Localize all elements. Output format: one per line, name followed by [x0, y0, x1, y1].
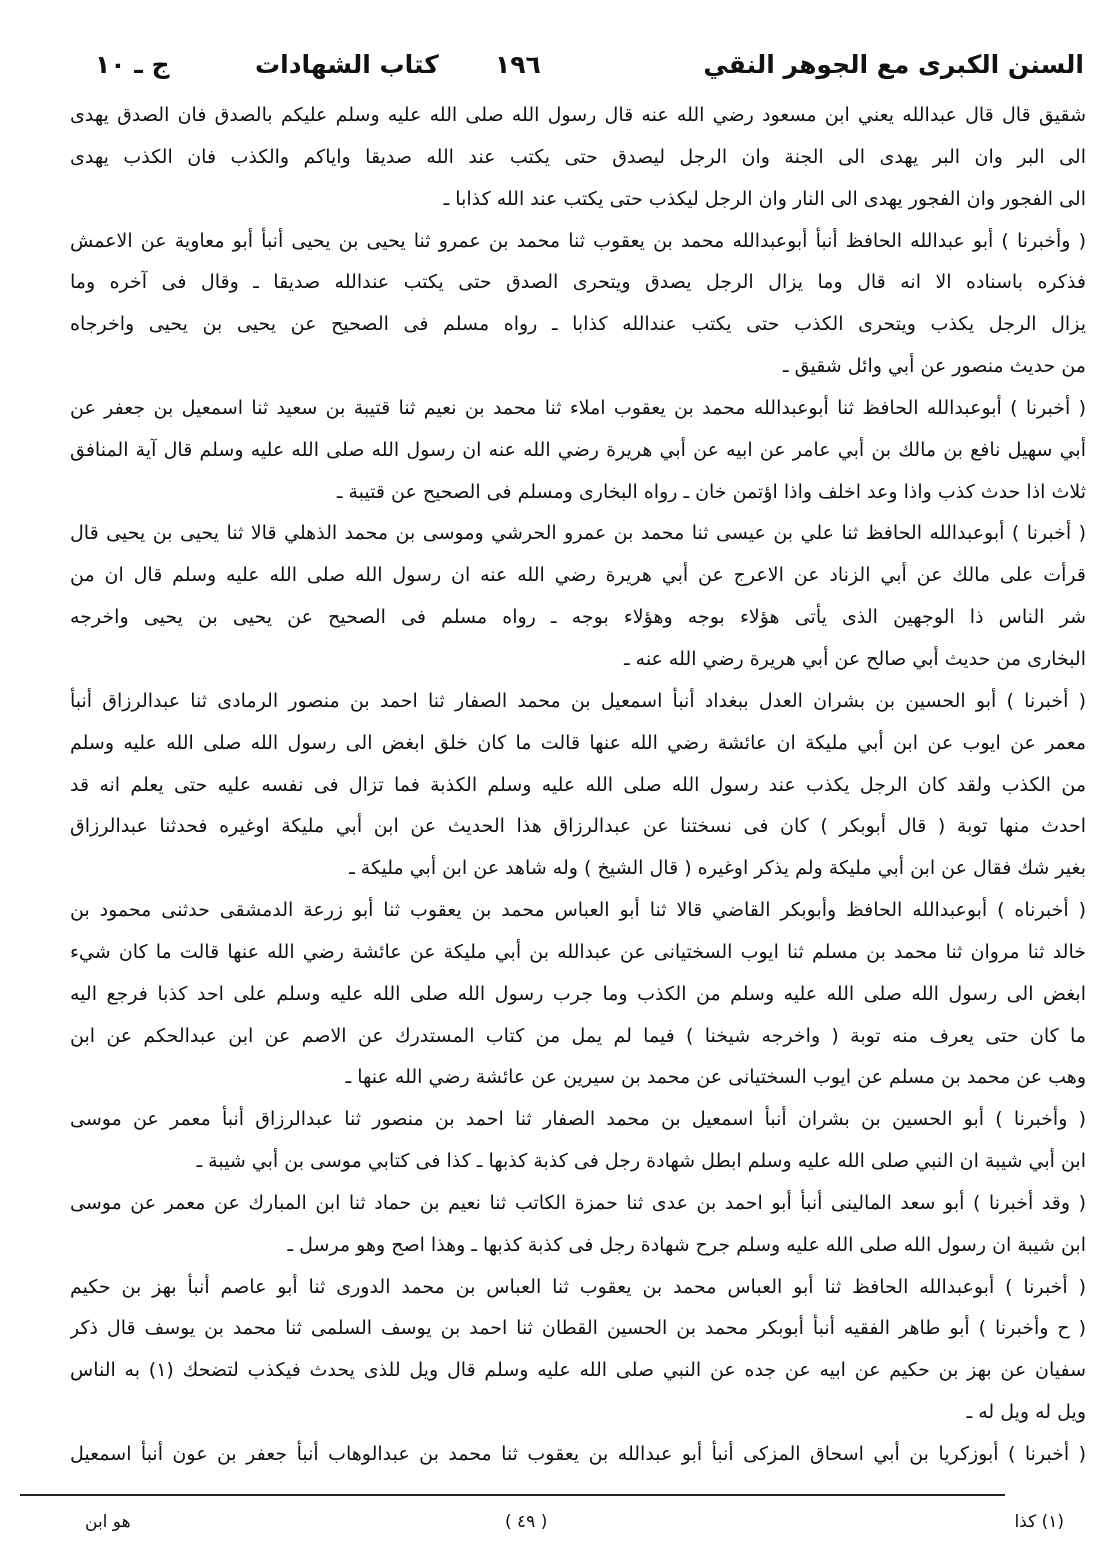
text-line: من الكذب ولقد كان الرجل يكذب عند رسول الله صلى الله عليه وسلم الكذبة فما تزال فى نفسه عليه حتى يعلم انه قد — [70, 773, 1086, 796]
text-line: ويل له ويل له ـ — [966, 1401, 1086, 1424]
text-line: ( وأخبرنا ) أبو عبدالله الحافظ أنبأ أبوعبدالله محمد بن يعقوب ثنا محمد بن عمرو ثنا يحيى بن يحيى أنبأ أبو معاوية عن الاعمش — [70, 229, 1086, 252]
text-line: ( أخبرنا ) أبوعبدالله الحافظ ثنا أبو العباس محمد بن يعقوب ثنا العباس بن محمد الدورى ثنا أبو عاصم أنبأ بهز بن حكيم — [70, 1275, 1086, 1298]
text-line: ابغض الى رسول الله صلى الله عليه وسلم من الكذب وما جرب رسول الله صلى الله عليه وسلم على احد كذبا فرجع اليه — [70, 982, 1086, 1005]
text-line: قرأت على مالك عن أبي الزناد عن الاعرج عن أبي هريرة رضي الله عنه ان رسول الله صلى الله عليه وسلم قال ان من — [70, 564, 1086, 587]
text-line: ( وأخبرنا ) أبو الحسين بن بشران أنبأ اسمعيل بن محمد الصفار ثنا احمد بن منصور ثنا عبدالرزاق أنبأ معمر عن موسى — [70, 1108, 1086, 1131]
text-line: وهب عن محمد بن مسلم عن ايوب السختيانى عن محمد بن سيرين عن عائشة رضي الله عنها ـ — [345, 1066, 1086, 1089]
chapter-title: كتاب الشهادات — [255, 50, 439, 79]
footnote-divider — [20, 1494, 1005, 1496]
text-line: ثلاث اذا حدث كذب واذا وعد اخلف واذا اؤتمن خان ـ رواه البخارى ومسلم فى الصحيح عن قتيبة ـ — [336, 480, 1086, 503]
text-line: شر الناس ذا الوجهين الذى يأتى هؤلاء بوجه وهؤلاء بوجه ـ رواه مسلم فى الصحيح عن يحيى بن يحيى واخرجه — [70, 606, 1086, 629]
text-line: الى الفجور وان الفجور يهدى الى النار وان الرجل ليكذب حتى يكتب عند الله كذابا ـ — [443, 187, 1086, 210]
text-line: سفيان عن بهز بن حكيم عن ابيه عن جده عن النبي صلى الله عليه وسلم قال ويل للذى يحدث فيكذب لتضحك (١) به الناس — [70, 1359, 1086, 1382]
text-line: ( أخبرنا ) أبوزكريا بن أبي اسحاق المزكى أنبأ أبو عبدالله بن يعقوب ثنا محمد بن عبدالوهاب أنبأ جعفر بن عون أنبأ اسمعيل — [70, 1443, 1086, 1465]
text-line: ( أخبرناه ) أبوعبدالله الحافظ وأبوبكر القاضي قالا ثنا أبو العباس محمد بن يعقوب ثنا أبو زرعة الدمشقى حدثنى محمود بن — [70, 899, 1086, 922]
text-line: أبي سهيل نافع بن مالك بن أبي عامر عن ابيه عن أبي هريرة رضي الله عنه ان رسول الله صلى الله عليه وسلم قال آية المنافق — [70, 438, 1086, 461]
sheet-number: ( ٤٩ ) — [505, 1512, 548, 1532]
text-line: البخارى من حديث أبي صالح عن أبي هريرة رضي الله عنه ـ — [624, 647, 1086, 670]
text-line: من حديث منصور عن أبي وائل شقيق ـ — [783, 355, 1086, 378]
text-line: ( وقد أخبرنا ) أبو سعد المالينى أنبأ أبو احمد بن عدى ثنا حمزة الكاتب ثنا نعيم بن حماد ثنا ابن المبارك عن معمر عن موسى — [70, 1191, 1086, 1214]
body-text — [70, 95, 1086, 1476]
text-line: ابن شيبة ان رسول الله صلى الله عليه وسلم جرح شهادة رجل فى كذبة كذبها ـ وهذا اصح وهو مرسل ـ — [287, 1233, 1086, 1256]
text-line: ( أخبرنا ) أبوعبدالله الحافظ ثنا أبوعبدالله محمد بن يعقوب املاء ثنا محمد بن نعيم ثنا قتيبة بن سعيد ثنا اسمعيل بن جعفر عن — [70, 396, 1086, 419]
text-line: احدث منها توبة ( قال أبوبكر ) كان فى نسختنا عن عبدالرزاق هذا الحديث عن ابن أبي مليكة اوغيره فحدثنا عبدالرزاق — [70, 815, 1086, 838]
book-title: السنن الكبرى مع الجوهر النقي — [703, 50, 1084, 79]
page-number: ١٩٦ — [495, 50, 541, 79]
text-line: معمر عن ايوب عن ابن أبي مليكة ان عائشة رضي الله عنها قالت ما كان خلق ابغض الى رسول الله صلى الله عليه وسلم — [70, 731, 1086, 754]
text-line: ابن أبي شيبة ان النبي صلى الله عليه وسلم ابطل شهادة رجل فى كذبة كذبها ـ كذا فى كتابي موسى بن أبي شيبة ـ — [196, 1150, 1086, 1173]
volume-number: ج ـ ١٠ — [95, 50, 170, 79]
text-line: خالد ثنا مروان ثنا محمد بن مسلم ثنا ايوب السختيانى عن عبدالله بن أبي مليكة عن عائشة رضي الله عنها قالت ما كان شيء — [70, 940, 1086, 963]
text-line: ( أخبرنا ) أبو الحسين بن بشران العدل ببغداد أنبأ اسمعيل بن محمد الصفار ثنا احمد بن منصور الرمادى ثنا عبدالرزاق أنبأ — [70, 689, 1086, 712]
text-line: الى البر وان البر يهدى الى الجنة وان الرجل ليصدق حتى يكتب عند الله صديقا واياكم والكذب فان الكذب يهدى — [70, 145, 1086, 168]
text-line: ( ح وأخبرنا ) أبو طاهر الفقيه أنبأ أبوبكر محمد بن الحسين القطان ثنا احمد بن يوسف السلمى ثنا محمد بن يوسف قال ذكر — [70, 1317, 1086, 1340]
text-line: يزال الرجل يكذب ويتحرى الكذب حتى يكتب عندالله كذابا ـ رواه مسلم فى الصحيح عن يحيى بن يحيى واخرجاه — [70, 313, 1086, 336]
text-line: شقيق قال قال عبدالله يعني ابن مسعود رضي الله عنه قال رسول الله صلى الله عليه وسلم عليكم بالصدق فان الصدق يهدى — [70, 104, 1086, 126]
footnote: (١) كذا — [1014, 1512, 1064, 1532]
text-line: ما كان حتى يعرف منه توبة ( واخرجه شيخنا ) فيما لم يمل من كتاب المستدرك عن الاصم عن ابن عبدالحكم عن ابن — [70, 1024, 1086, 1047]
text-line: فذكره باسناده الا انه قال وما يزال الرجل يصدق ويتحرى الصدق حتى يكتب عندالله صديقا ـ وقال فى آخره وما — [70, 271, 1086, 294]
margin-note: هو ابن — [85, 1512, 131, 1532]
text-line: بغير شك فقال عن ابن أبي مليكة ولم يذكر اوغيره ( قال الشيخ ) وله شاهد عن ابن أبي مليكة ـ — [349, 857, 1086, 880]
text-line: ( أخبرنا ) أبوعبدالله الحافظ ثنا علي بن عيسى ثنا محمد بن عمرو الحرشي وموسى بن محمد الذهلي قالا ثنا يحيى بن يحيى قال — [70, 522, 1086, 545]
